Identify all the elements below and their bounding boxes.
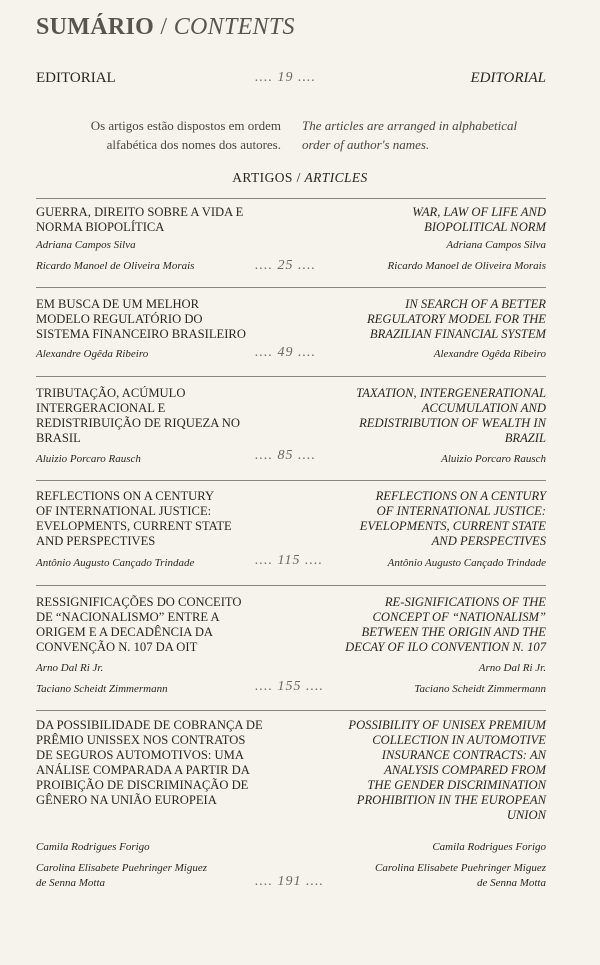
- title-line: REDISTRIBUTION OF WEALTH IN: [359, 416, 546, 430]
- title-line: DECAY OF ILO CONVENTION N. 107: [345, 640, 546, 654]
- title-line: EVELOPMENTS, CURRENT STATE: [36, 519, 232, 533]
- title-en: CONTENTS: [173, 14, 295, 40]
- title-line: TRIBUTAÇÃO, ACÚMULO: [36, 386, 186, 400]
- title-line: AND PERSPECTIVES: [431, 534, 546, 548]
- article-6-page-number[interactable]: .... 191 ....: [255, 874, 324, 889]
- editorial-note-pt: [36, 116, 281, 154]
- note-pt-line: Os artigos estão dispostos em ordem: [90, 118, 281, 133]
- article-4-author-1: Antônio Augusto Cançado Trindade: [36, 557, 195, 569]
- article-5-author-2-en: Taciano Scheidt Zimmermann: [414, 683, 546, 695]
- title-separator: /: [160, 14, 168, 40]
- article-4-page-number[interactable]: .... 115 ....: [255, 553, 323, 568]
- title-line: ORIGEM E A DECADÊNCIA DA: [36, 625, 214, 639]
- title-line: RESSIGNIFICAÇÕES DO CONCEITO: [36, 595, 242, 609]
- title-line: OF INTERNATIONAL JUSTICE:: [376, 504, 546, 518]
- title-line: COLLECTION IN AUTOMOTIVE: [372, 733, 546, 747]
- article-2-page-number[interactable]: .... 49 ....: [255, 345, 316, 360]
- title-line: UNION: [506, 808, 546, 822]
- title-line: TAXATION, INTERGENERATIONAL: [356, 386, 546, 400]
- title-line: GUERRA, DIREITO SOBRE A VIDA E: [36, 205, 244, 219]
- title-line: CONVENÇÃO N. 107 DA OIT: [36, 640, 198, 654]
- title-line: RE-SIGNIFICATIONS OF THE: [384, 595, 546, 609]
- note-en-line: order of author's names.: [302, 137, 430, 152]
- article-5-title-en[interactable]: [314, 595, 546, 655]
- article-5-author-2: Taciano Scheidt Zimmermann: [36, 683, 168, 695]
- article-2-title-en[interactable]: [314, 297, 546, 342]
- article-5-page-number[interactable]: .... 155 ....: [255, 679, 324, 694]
- title-line: REFLECTIONS ON A CENTURY: [36, 489, 215, 503]
- title-line: AND PERSPECTIVES: [36, 534, 156, 548]
- article-5-author-1-en: Arno Dal Ri Jr.: [478, 662, 546, 674]
- title-line: WAR, LAW OF LIFE AND: [412, 205, 546, 219]
- note-pt-line: alfabética dos nomes dos autores.: [106, 137, 281, 152]
- divider: [36, 585, 546, 586]
- article-4-author-1-en: Antônio Augusto Cançado Trindade: [387, 557, 546, 569]
- divider: [36, 287, 546, 288]
- article-1-author-2-en: Ricardo Manoel de Oliveira Morais: [387, 260, 546, 272]
- editorial-page-number[interactable]: .... 19 ....: [255, 70, 316, 85]
- editorial-label-en[interactable]: EDITORIAL: [470, 70, 546, 86]
- title-line: ANÁLISE COMPARADA A PARTIR DA: [36, 763, 250, 777]
- page-title: [36, 14, 295, 41]
- editorial-label-pt[interactable]: EDITORIAL: [36, 70, 116, 86]
- article-6-author-1: Camila Rodrigues Forigo: [36, 841, 150, 853]
- article-3-author-1: Aluizio Porcaro Rausch: [36, 453, 141, 465]
- article-6-title-en[interactable]: [314, 718, 546, 823]
- title-line: PROHIBITION IN THE EUROPEAN: [356, 793, 546, 807]
- title-line: SISTEMA FINANCEIRO BRASILEIRO: [36, 327, 246, 341]
- article-1-author-1-en: Adriana Campos Silva: [446, 239, 546, 251]
- title-line: BRAZILIAN FINANCIAL SYSTEM: [369, 327, 546, 341]
- title-line: BETWEEN THE ORIGIN AND THE: [361, 625, 546, 639]
- article-1-author-2: Ricardo Manoel de Oliveira Morais: [36, 260, 195, 272]
- divider: [36, 710, 546, 711]
- divider: [36, 198, 546, 199]
- article-1-title-pt[interactable]: [36, 205, 261, 235]
- article-6-author-3: de Senna Motta: [36, 877, 106, 889]
- divider: [36, 376, 546, 377]
- title-line: REFLECTIONS ON A CENTURY: [375, 489, 546, 503]
- article-3-page-number[interactable]: .... 85 ....: [255, 448, 316, 463]
- article-6-author-2-en: Carolina Elisabete Puehringer Miguez: [375, 862, 546, 874]
- title-line: EVELOPMENTS, CURRENT STATE: [359, 519, 546, 533]
- article-4-title-pt[interactable]: [36, 489, 261, 549]
- article-1-page-number[interactable]: .... 25 ....: [255, 258, 316, 273]
- title-line: EM BUSCA DE UM MELHOR: [36, 297, 200, 311]
- article-2-author-1: Alexandre Ogêda Ribeiro: [36, 348, 149, 360]
- title-line: OF INTERNATIONAL JUSTICE:: [36, 504, 212, 518]
- article-4-title-en[interactable]: [314, 489, 546, 549]
- article-3-author-1-en: Aluizio Porcaro Rausch: [441, 453, 546, 465]
- title-line: DA POSSIBILIDADE DE COBRANÇA DE: [36, 718, 263, 732]
- article-3-title-pt[interactable]: [36, 386, 261, 446]
- editorial-note-en: [302, 116, 552, 154]
- articles-heading-pt: ARTIGOS: [232, 170, 293, 185]
- title-line: CONCEPT OF “NATIONALISM”: [372, 610, 546, 624]
- title-line: PRÊMIO UNISSEX NOS CONTRATOS: [36, 733, 246, 747]
- title-line: DE SEGUROS AUTOMOTIVOS: UMA: [36, 748, 244, 762]
- title-line: NORMA BIOPOLÍTICA: [36, 220, 165, 234]
- articles-heading: [0, 170, 600, 186]
- title-line: REGULATORY MODEL FOR THE: [366, 312, 546, 326]
- title-line: BRASIL: [36, 431, 81, 445]
- title-line: BIOPOLITICAL NORM: [424, 220, 546, 234]
- article-6-author-3-en: de Senna Motta: [476, 877, 546, 889]
- article-6-author-1-en: Camila Rodrigues Forigo: [432, 841, 546, 853]
- articles-heading-separator: /: [296, 170, 301, 185]
- title-pt: SUMÁRIO: [36, 14, 155, 40]
- title-line: INSURANCE CONTRACTS: AN: [381, 748, 546, 762]
- title-line: POSSIBILITY OF UNISEX PREMIUM: [348, 718, 546, 732]
- note-en-line: The articles are arranged in alphabetical: [302, 118, 518, 133]
- title-line: ANALYSIS COMPARED FROM: [384, 763, 546, 777]
- article-6-author-2: Carolina Elisabete Puehringer Miguez: [36, 862, 207, 874]
- article-3-title-en[interactable]: [314, 386, 546, 446]
- divider: [36, 480, 546, 481]
- title-line: PROIBIÇÃO DE DISCRIMINAÇÃO DE: [36, 778, 249, 792]
- title-line: MODELO REGULATÓRIO DO: [36, 312, 203, 326]
- article-1-title-en[interactable]: [314, 205, 546, 235]
- title-line: INTERGERACIONAL E: [36, 401, 166, 415]
- title-line: GÊNERO NA UNIÃO EUROPEIA: [36, 793, 217, 807]
- title-line: REDISTRIBUIÇÃO DE RIQUEZA NO: [36, 416, 240, 430]
- title-line: THE GENDER DISCRIMINATION: [367, 778, 546, 792]
- title-line: DE “NACIONALISMO” ENTRE A: [36, 610, 220, 624]
- articles-heading-en: ARTICLES: [304, 170, 368, 185]
- title-line: IN SEARCH OF A BETTER: [405, 297, 546, 311]
- article-1-author-1: Adriana Campos Silva: [36, 239, 136, 251]
- article-5-title-pt[interactable]: [36, 595, 261, 655]
- article-6-title-pt[interactable]: [36, 718, 276, 808]
- article-2-author-1-en: Alexandre Ogêda Ribeiro: [433, 348, 546, 360]
- article-2-title-pt[interactable]: [36, 297, 261, 342]
- title-line: ACCUMULATION AND: [421, 401, 546, 415]
- title-line: BRAZIL: [504, 431, 546, 445]
- article-5-author-1: Arno Dal Ri Jr.: [36, 662, 104, 674]
